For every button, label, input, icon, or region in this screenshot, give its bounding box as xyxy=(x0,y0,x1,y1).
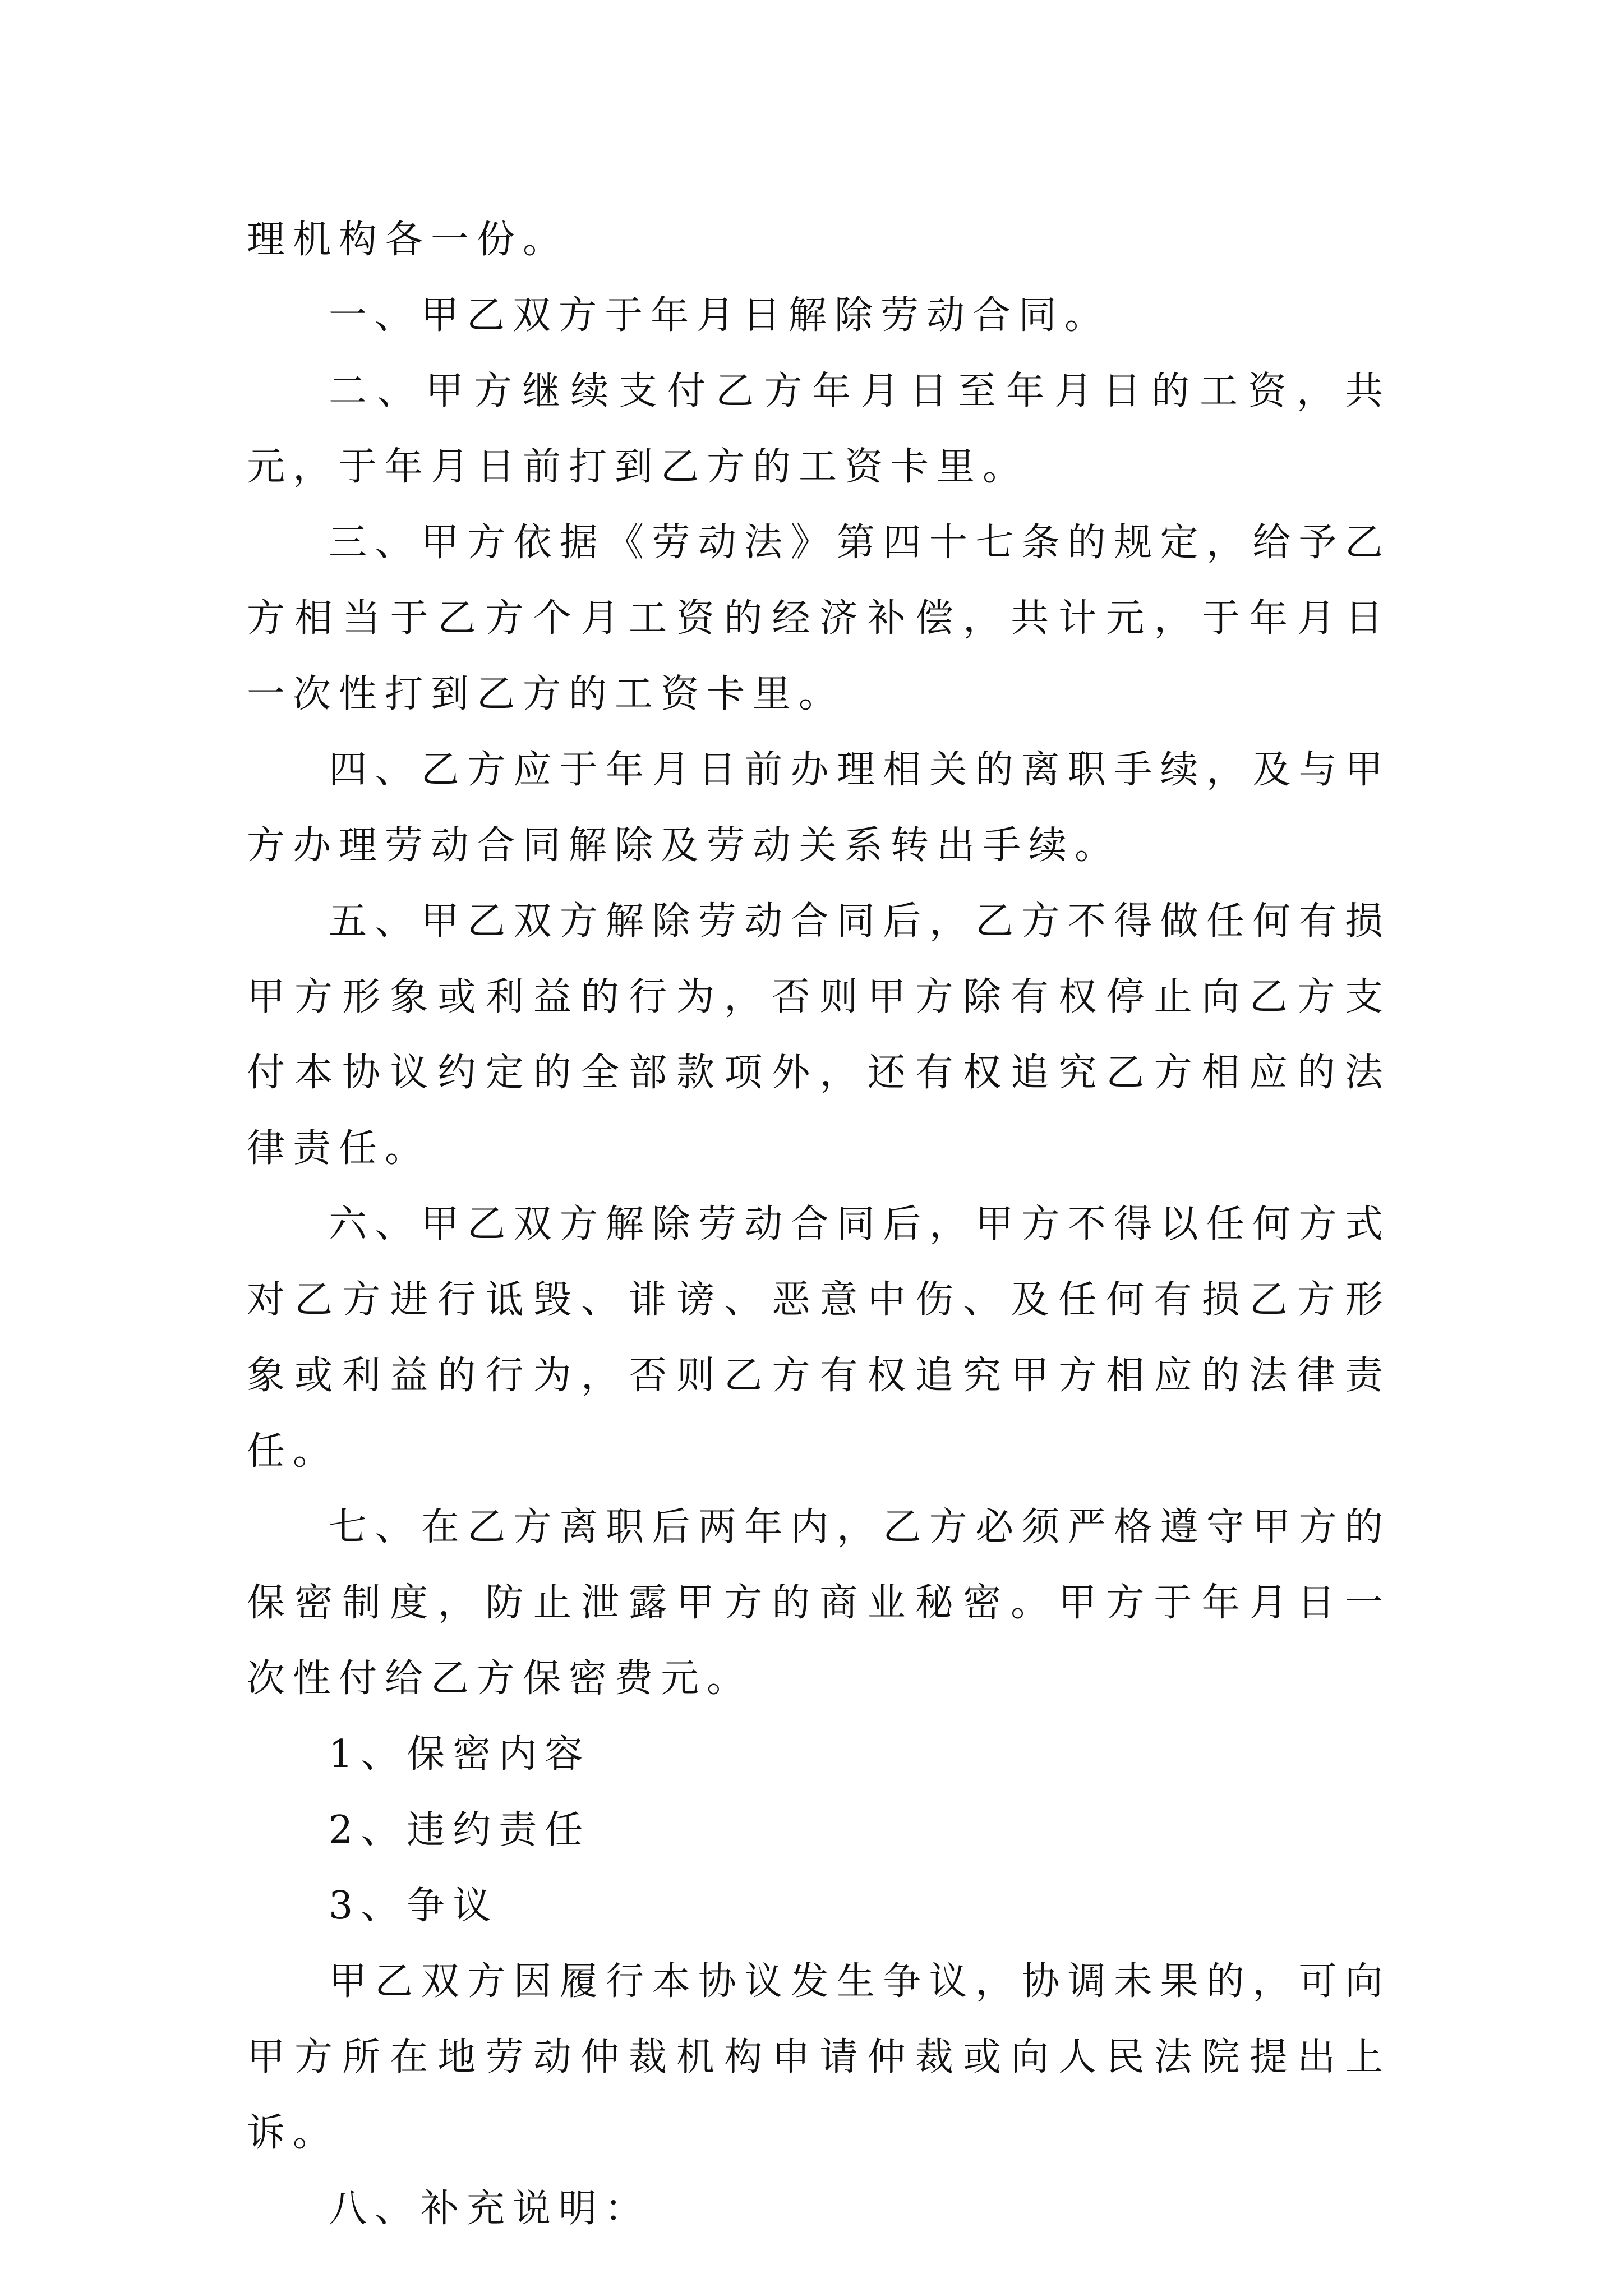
subclause-3: 3、争议 xyxy=(329,1884,499,1928)
document-body xyxy=(247,202,1391,2247)
subclause-2: 2、违约责任 xyxy=(329,1808,591,1852)
paragraph-continuation: 理机构各一份。 xyxy=(247,218,569,262)
clause-5: 五、甲乙双方解除劳动合同后，乙方不得做任何有损甲方形象或利益的行为，否则甲方除有权停止向乙方支付本协议约定的全部款项外，还有权追究乙方相应的法律责任。 xyxy=(247,899,1391,1171)
clause-1: 一、甲乙双方于年月日解除劳动合同。 xyxy=(329,293,1111,338)
clause-4: 四、乙方应于年月日前办理相关的离职手续，及与甲方办理劳动合同解除及劳动关系转出手续。 xyxy=(247,748,1391,868)
dispute-paragraph: 甲乙双方因履行本协议发生争议，协调未果的，可向甲方所在地劳动仲裁机构申请仲裁或向人民法院提出上诉。 xyxy=(247,1959,1391,2155)
clause-8: 八、补充说明： xyxy=(329,2187,651,2231)
clause-6: 六、甲乙双方解除劳动合同后，甲方不得以任何方式对乙方进行诋毁、诽谤、恶意中伤、及任何有损乙方形象或利益的行为，否则乙方有权追究甲方相应的法律责任。 xyxy=(247,1202,1391,1474)
subclause-1: 1、保密内容 xyxy=(329,1732,591,1777)
clause-2: 二、甲方继续支付乙方年月日至年月日的工资，共元，于年月日前打到乙方的工资卡里。 xyxy=(247,369,1391,489)
clause-7: 七、在乙方离职后两年内，乙方必须严格遵守甲方的保密制度，防止泄露甲方的商业秘密。甲方于年月日一次性付给乙方保密费元。 xyxy=(247,1505,1391,1701)
clause-3: 三、甲方依据《劳动法》第四十七条的规定，给予乙方相当于乙方个月工资的经济补偿，共计元，于年月日一次性打到乙方的工资卡里。 xyxy=(247,521,1391,716)
